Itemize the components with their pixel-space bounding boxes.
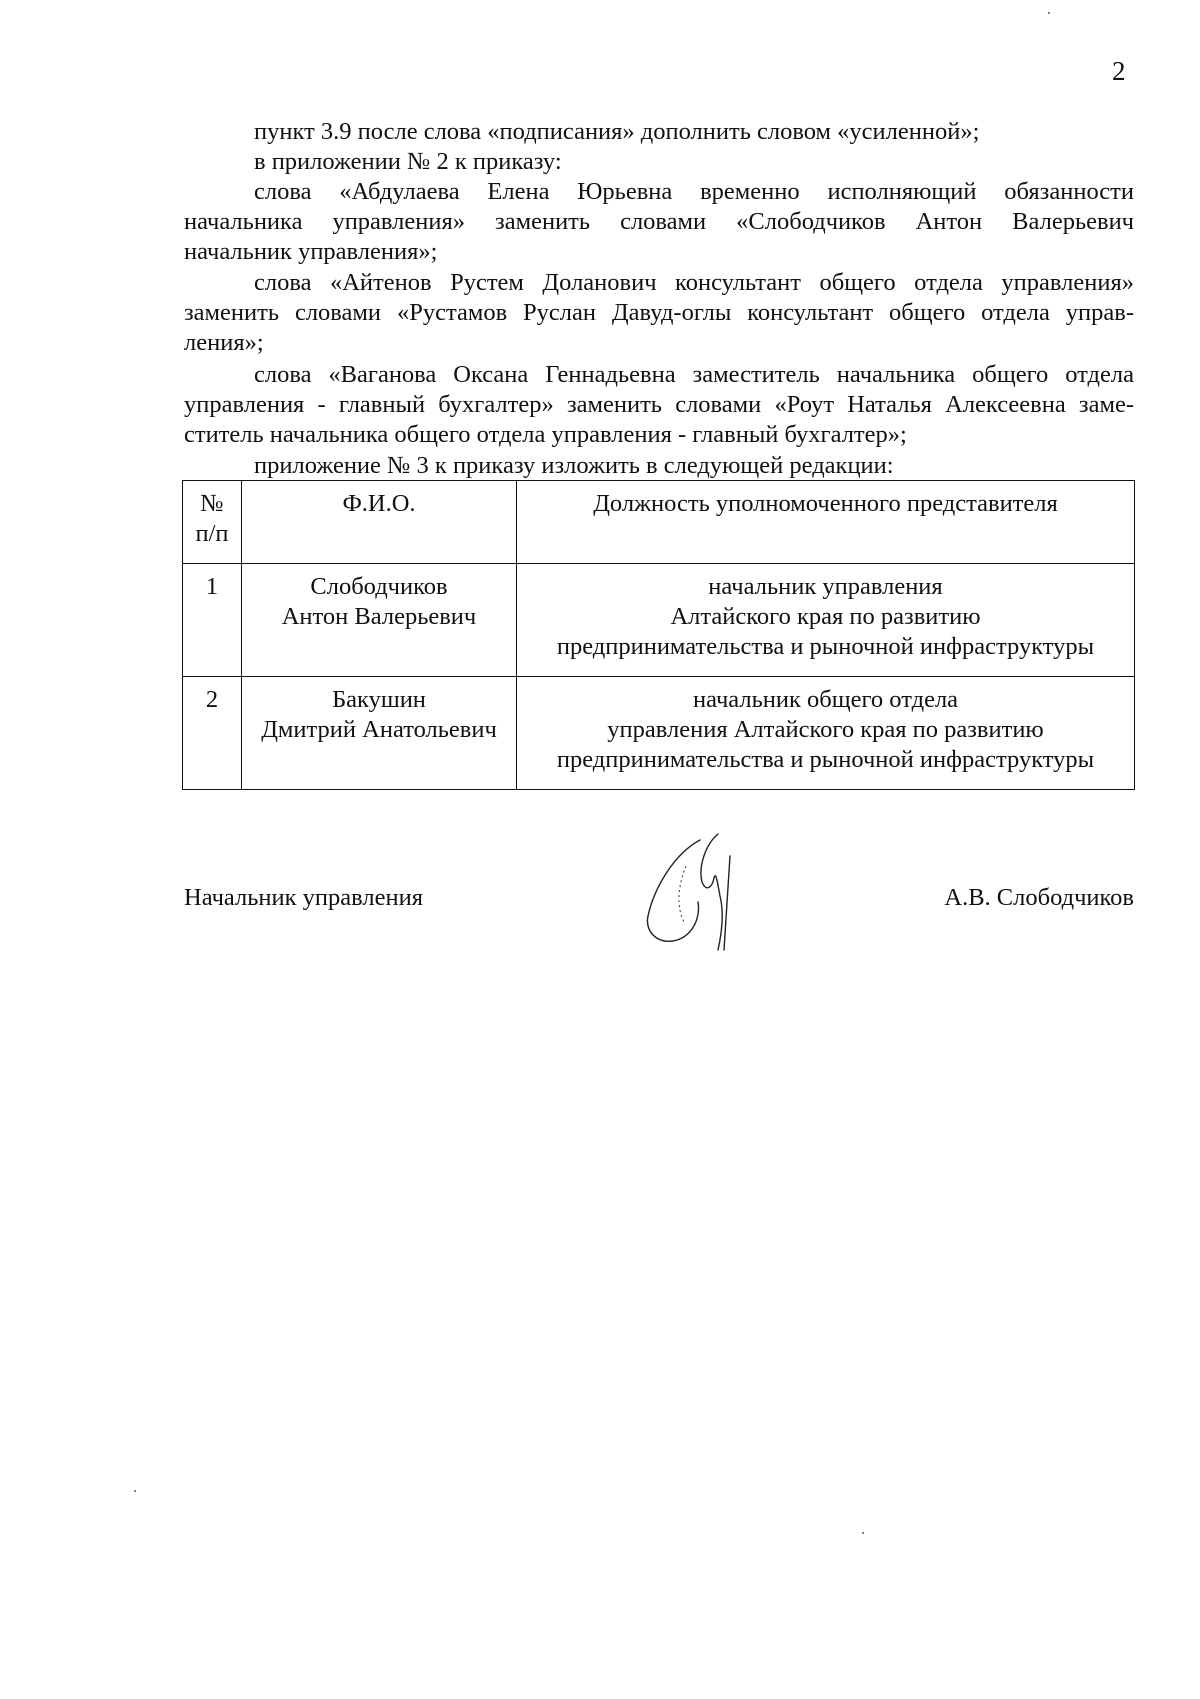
paragraph-3-line-3: начальник управления»; xyxy=(184,238,438,265)
signatory-title: Начальник управления xyxy=(184,884,423,911)
row-position xyxy=(517,564,1135,677)
paragraph-5-line-2: управления - главный бухгалтер» заменить словами «Роут Наталья Алексеевна заме- xyxy=(184,391,1134,418)
representatives-table xyxy=(182,480,1135,790)
table-header-row xyxy=(183,481,1135,564)
handwritten-signature xyxy=(640,826,780,956)
paragraph-2: в приложении № 2 к приказу: xyxy=(254,148,562,175)
scan-speck xyxy=(862,1532,864,1534)
position-line-2: Алтайского края по развитию xyxy=(670,603,981,630)
header-number-line-1: № xyxy=(200,490,224,517)
fio-given-names: Дмитрий Анатольевич xyxy=(261,716,497,743)
fio-surname: Слободчиков xyxy=(310,573,448,600)
paragraph-5-line-3: ститель начальника общего отдела управления - главный бухгалтер»; xyxy=(184,421,907,448)
scan-speck xyxy=(134,1490,136,1492)
row-fio xyxy=(242,564,517,677)
position-line-3: предпринимательства и рыночной инфраструктуры xyxy=(556,746,1095,773)
position-line-1: начальник общего отдела xyxy=(692,686,959,713)
position-line-1: начальник управления xyxy=(708,573,943,600)
row-fio xyxy=(242,677,517,790)
page-number: 2 xyxy=(1112,56,1126,86)
header-number xyxy=(183,481,242,564)
table-row xyxy=(183,564,1135,677)
table-row xyxy=(183,677,1135,790)
header-fio: Ф.И.О. xyxy=(242,481,517,564)
fio-given-names: Антон Валерьевич xyxy=(281,603,477,630)
paragraph-1: пункт 3.9 после слова «подписания» дополнить словом «усиленной»; xyxy=(254,118,980,145)
header-number-line-2: п/п xyxy=(195,520,229,547)
row-number: 1 xyxy=(183,564,242,677)
paragraph-4-line-3: ления»; xyxy=(184,329,264,356)
position-line-3: предпринимательства и рыночной инфраструктуры xyxy=(556,633,1095,660)
fio-surname: Бакушин xyxy=(332,686,426,713)
paragraph-4-line-1: слова «Айтенов Рустем Доланович консультант общего отдела управления» xyxy=(254,269,1134,296)
header-position: Должность уполномоченного представителя xyxy=(517,481,1135,564)
paragraph-3-line-1: слова «Абдулаева Елена Юрьевна временно исполняющий обязанности xyxy=(254,178,1134,205)
paragraph-4-line-2: заменить словами «Рустамов Руслан Давуд-оглы консультант общего отдела управ- xyxy=(184,299,1134,326)
paragraph-3-line-2: начальника управления» заменить словами «Слободчиков Антон Валерьевич xyxy=(184,208,1134,235)
signatory-name: А.В. Слободчиков xyxy=(944,884,1134,911)
row-number: 2 xyxy=(183,677,242,790)
paragraph-5-line-1: слова «Ваганова Оксана Геннадьевна заместитель начальника общего отдела xyxy=(254,361,1134,388)
position-line-2: управления Алтайского края по развитию xyxy=(607,716,1044,743)
row-position xyxy=(517,677,1135,790)
scan-speck xyxy=(1048,12,1050,14)
paragraph-6: приложение № 3 к приказу изложить в следующей редакции: xyxy=(254,452,894,479)
